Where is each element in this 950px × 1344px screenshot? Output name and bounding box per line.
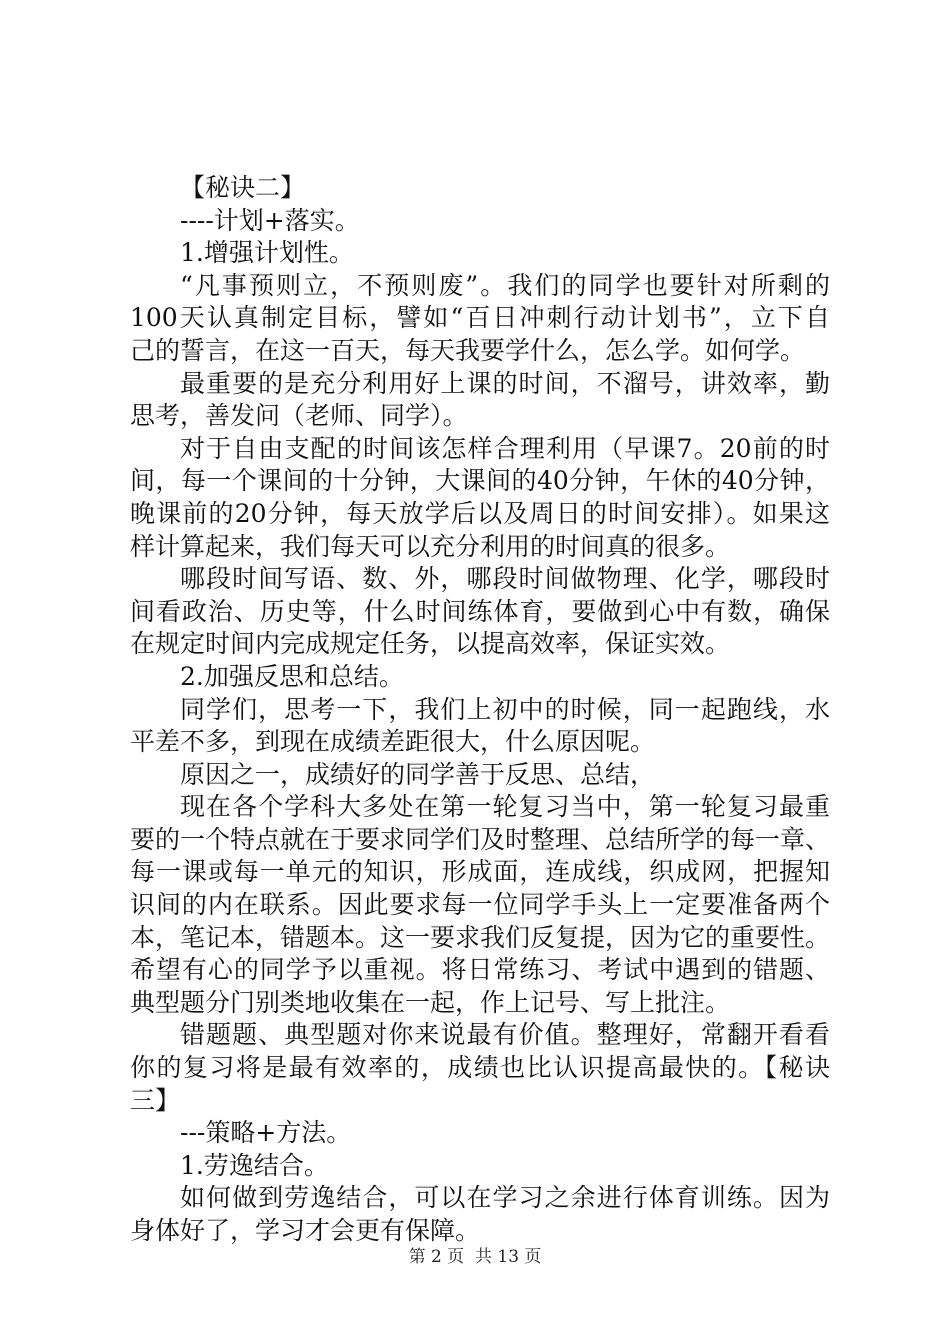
text-line: 身体好了，学习才会更有保障。 <box>130 1216 481 1245</box>
text-line: 希望有心的同学予以重视。将日常练习、考试中遇到的错题、 <box>130 955 830 985</box>
text-line: 识间的内在联系。因此要求每一位同学手头上一定要准备两个 <box>130 890 830 920</box>
text-line: 你的复习将是最有效率的，成绩也比认识提高最快的。【秘诀 <box>130 1053 830 1083</box>
text-line: 2.加强反思和总结。 <box>180 661 404 691</box>
text-line: ----计划+落实。 <box>180 205 360 235</box>
page-footer: 第 2 页 共 13 页 <box>408 1247 542 1267</box>
text-line: 1.增强计划性。 <box>180 238 354 268</box>
text-line: 原因之一，成绩好的同学善于反思、总结， <box>180 759 656 789</box>
text-line: 1.劳逸结合。 <box>180 1150 329 1180</box>
text-line: 思考，善发问（老师、同学）。 <box>130 401 468 431</box>
text-line: 在规定时间内完成规定任务，以提高效率，保证实效。 <box>130 629 731 659</box>
text-line: 100天认真制定目标，譬如“百日冲刺行动计划书”，立下自 <box>130 303 830 333</box>
document-body <box>130 172 830 1248</box>
text-line: 典型题分门别类地收集在一起，作上记号、写上批注。 <box>130 987 731 1017</box>
text-line: 同学们，思考一下，我们上初中的时候，同一起跑线，水 <box>180 694 830 724</box>
text-line: 最重要的是充分利用好上课的时间，不溜号，讲效率，勤 <box>180 368 830 398</box>
text-line: 每一课或每一单元的知识，形成面，连成线，织成网，把握知 <box>130 857 830 887</box>
text-line: 哪段时间写语、数、外，哪段时间做物理、化学，哪段时 <box>180 564 830 594</box>
text-line: 样计算起来，我们每天可以充分利用的时间真的很多。 <box>130 531 731 561</box>
text-line: 平差不多，到现在成绩差距很大，什么原因呢。 <box>130 727 656 757</box>
text-line: 三】 <box>130 1085 181 1115</box>
text-line: 对于自由支配的时间该怎样合理利用（早课7。20前的时 <box>180 433 830 463</box>
text-line: 间，每一个课间的十分钟，大课间的40分钟，午休的40分钟， <box>130 466 830 496</box>
text-line: 间看政治、历史等，什么时间练体育，要做到心中有数，确保 <box>130 596 830 626</box>
text-line: 本，笔记本，错题本。这一要求我们反复提，因为它的重要性。 <box>130 922 830 952</box>
text-line: 【秘诀二】 <box>180 173 306 202</box>
text-line: 如何做到劳逸结合，可以在学习之余进行体育训练。因为 <box>180 1183 830 1213</box>
text-line: 要的一个特点就在于要求同学们及时整理、总结所学的每一章、 <box>130 824 830 854</box>
text-line: ---策略+方法。 <box>180 1118 352 1148</box>
text-line: 己的誓言，在这一百天，每天我要学什么，怎么学。如何学。 <box>130 335 806 365</box>
text-line: 错题题、典型题对你来说最有价值。整理好，常翻开看看 <box>180 1020 830 1050</box>
text-line: “凡事预则立，不预则废”。我们的同学也要针对所剩的 <box>180 270 830 300</box>
text-line: 晚课前的20分钟，每天放学后以及周日的时间安排）。如果这 <box>130 498 830 528</box>
text-line: 现在各个学科大多处在第一轮复习当中，第一轮复习最重 <box>180 792 830 822</box>
